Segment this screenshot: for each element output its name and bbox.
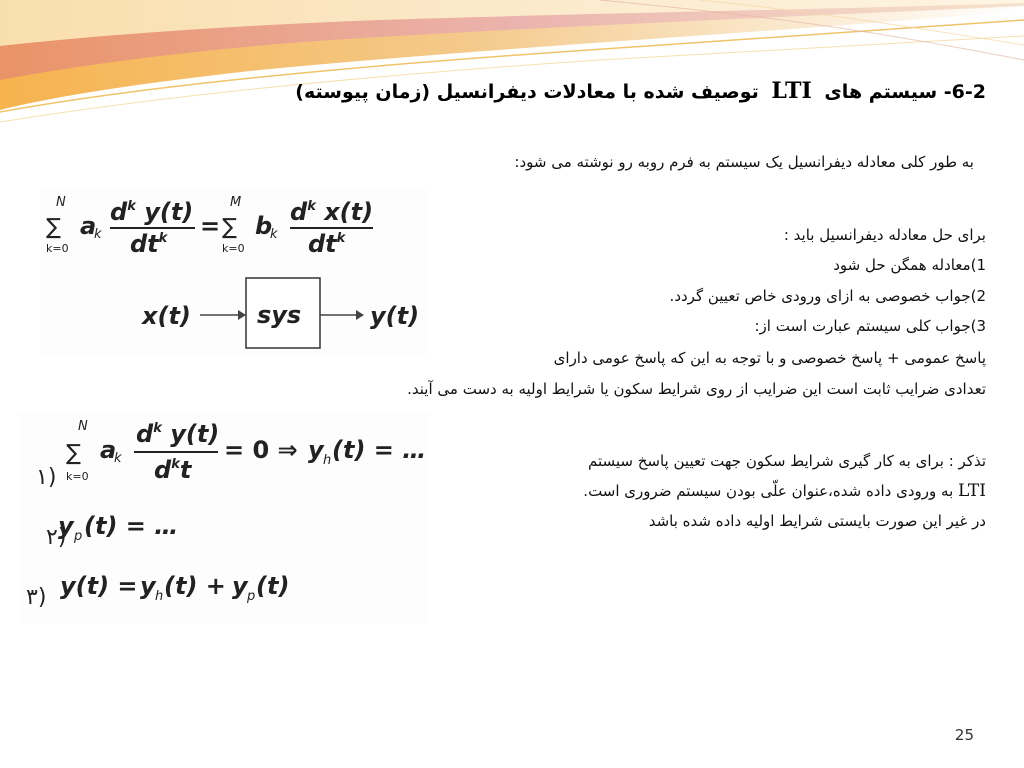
eq1-sum-lower: k=0 [66,470,89,483]
label-1: ۱) [36,465,57,490]
eq2-yp: y [58,512,74,540]
label-3: ۳) [26,585,47,610]
step-1: 1)معادله همگن حل شود [833,256,986,274]
denominator-left: $dt^k$ [130,230,168,258]
general-solution-line1: پاسخ عمومی + پاسخ خصوصی و با توجه به این که پاسخ عومی دارای [553,349,986,367]
eq1-rhs: (t) = … [332,436,427,464]
eq3-tail: (t) [256,572,290,600]
eq3-yh: y [140,572,156,600]
sum-sign-left: ∑ [46,215,61,240]
sum-lower-limit-right: k=0 [222,242,245,255]
eq1-denominator: $d^kt$ [154,456,192,484]
solution-equations-figure [18,412,430,624]
equation-and-block-diagram [40,190,430,358]
coef-a-sub: k [94,227,102,242]
equals-sign: = [200,212,221,240]
label-2: ۲) [46,525,67,550]
eq2-rhs: (t) = … [84,512,179,540]
eq3-lhs: y(t) = [60,572,138,600]
solution-equations [18,412,430,624]
eq2-yp-sub: p [74,529,83,544]
sum-sign-right: ∑ [222,215,237,240]
eq3-yp: y [232,572,248,600]
eq3-yp-sub: p [247,589,256,604]
note-line2 [583,481,986,501]
solve-heading: برای حل معادله دیفرانسیل باید : [783,226,986,244]
eq1-numerator: $d^k$ y(t) [136,420,220,448]
note-lti: LTI [958,481,986,501]
eq3-yh-sub: h [155,589,164,604]
header-decoration [0,0,1024,130]
eq1-sum-upper: N [78,419,88,434]
eq1-yh: y [308,436,324,464]
sum-upper-limit-n: N [56,195,66,210]
coef-b-sub: k [270,227,278,242]
title-lti: LTI [771,78,812,104]
output-label: y(t) [370,302,420,330]
equation-figure [40,190,430,358]
input-arrowhead [238,310,246,320]
eq1-sum-sign: ∑ [66,441,81,466]
note-line3: در غیر این صورت بایستی شرایط اولیه داده شده باشد [648,512,986,530]
eq1-coef-a-sub: k [114,451,122,466]
numerator-y: $d^k$ y(t) [110,198,194,226]
step-2: 2)جواب خصوصی به ازای ورودی خاص تعیین گردد. [669,287,986,305]
coef-b: b [255,212,273,240]
input-label: x(t) [142,302,191,330]
eq1-coef-a: a [100,436,117,464]
system-label: sys [257,301,302,329]
slide-title [295,78,986,104]
eq1-yh-sub: h [323,453,332,468]
numerator-x: $d^k$ x(t) [290,198,374,226]
title-prefix: 6-2- سیستم های [824,81,986,103]
intro-text: به طور کلی معادله دیفرانسیل یک سیستم به فرم روبه رو نوشته می شود: [514,153,974,171]
note-line2-text: به ورودی داده شده،عنوان علّی بودن سیستم ضروری است. [583,482,954,500]
note-line1: تذکر : برای به کار گیری شرایط سکون جهت تعیین پاسخ سیستم [587,452,986,470]
step-3: 3)جواب کلی سیستم عبارت است از: [754,317,986,335]
eq3-mid: (t) + [164,572,226,600]
output-arrowhead [356,310,364,320]
sum-lower-limit-left: k=0 [46,242,69,255]
eq1-equals-zero: = 0 ⇒ [224,436,298,464]
denominator-right: $dt^k$ [308,230,346,258]
general-solution-line2: تعدادی ضرایب ثابت است این ضرایب از روی شرایط سکون یا شرایط اولیه به دست می آیند. [407,380,986,398]
coef-a: a [80,212,97,240]
page-number: 25 [954,726,974,744]
title-suffix: توصیف شده با معادلات دیفرانسیل (زمان پیوسته) [295,81,759,103]
sum-upper-limit-m: M [230,195,242,210]
